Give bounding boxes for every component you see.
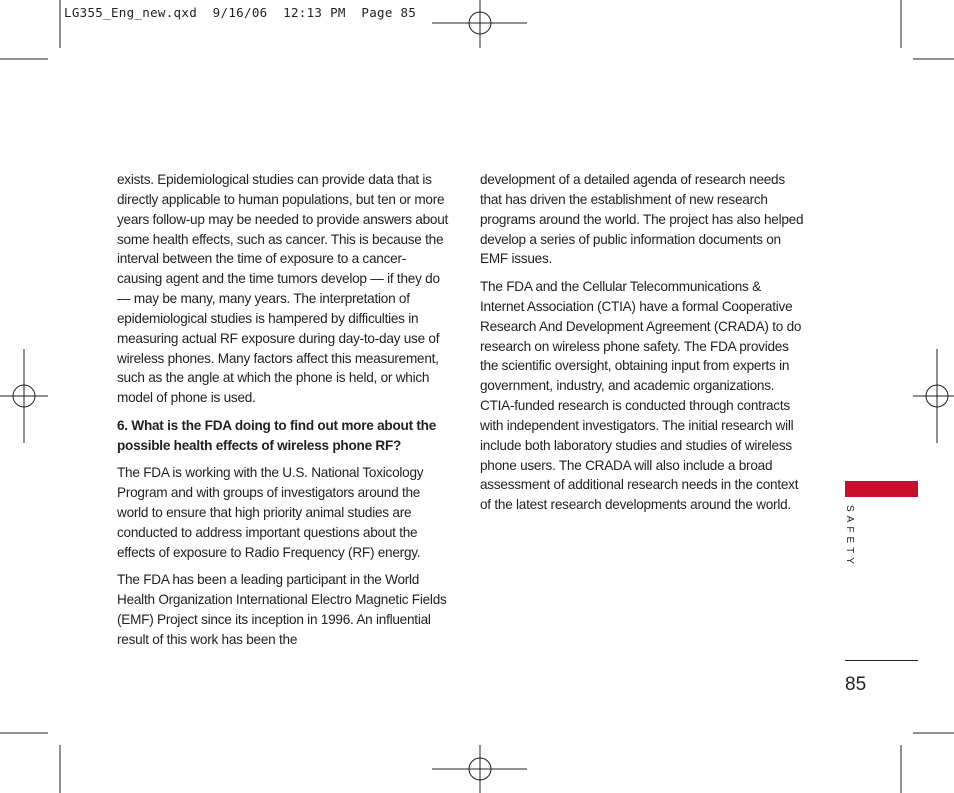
registration-target-top <box>432 0 527 48</box>
left-text-column <box>117 170 449 658</box>
page-number-rule <box>845 660 918 661</box>
paragraph-research-agenda: development of a detailed agenda of research needs that has driven the establishment of new research programs around the world. The project has also helped develop a series of public information documents on EMF issues. <box>480 172 804 267</box>
paragraph-fda-toxicology-program: The FDA is working with the U.S. National Toxicology Program and with groups of investigators around the world to ensure that high priority animal studies are conducted to address important questions about the effects of exposure to Radio Frequency (RF) energy. <box>117 465 424 560</box>
section-tab-color-bar <box>845 481 918 497</box>
question-heading-fda-research: 6. What is the FDA doing to find out more about the possible health effects of wireless phone RF? <box>117 417 437 453</box>
right-text-column <box>480 170 805 523</box>
paragraph-epidemiological-studies: exists. Epidemiological studies can provide data that is directly applicable to human populations, but ten or more years follow-up may be needed to provide answers about some health effects, such as cancer. This is because the interval between the time of exposure to a cancer-causing agent and the time tumors develop — if they do — may be many, many years. The interpretation of epidemiological studies is hampered by difficulties in measuring actual RF exposure during day-to-day use of wireless phones. Many factors affect this measurement, such as the angle at which the phone is held, or which model of phone is used. <box>117 172 449 406</box>
paragraph-who-emf-project: The FDA has been a leading participant in the World Health Organization International Electro Magnetic Fields (EMF) Project since its inception in 1996. An influential result of this work has been the <box>117 572 447 647</box>
page-number: 85 <box>845 674 867 695</box>
registration-target-left <box>0 349 48 443</box>
paragraph-ctia-crada: The FDA and the Cellular Telecommunications & Internet Association (CTIA) have a formal Cooperative Research And Development Agreement (CRADA) to do research on wireless phone safety. The FDA provides the scientific oversight, obtaining input from experts in government, industry, and academic organizations. CTIA-funded research is conducted through contracts with independent investigators. The initial research will include both laboratory studies and studies of wireless phone users. The CRADA will also include a broad assessment of additional research needs in the context of the latest research developments around the world. <box>480 279 802 513</box>
registration-target-bottom <box>432 745 527 793</box>
section-tab-label: SAFETY <box>844 505 855 568</box>
file-slug-line: LG355_Eng_new.qxd 9/16/06 12:13 PM Page 85 <box>64 5 417 20</box>
registration-target-right <box>913 349 954 443</box>
